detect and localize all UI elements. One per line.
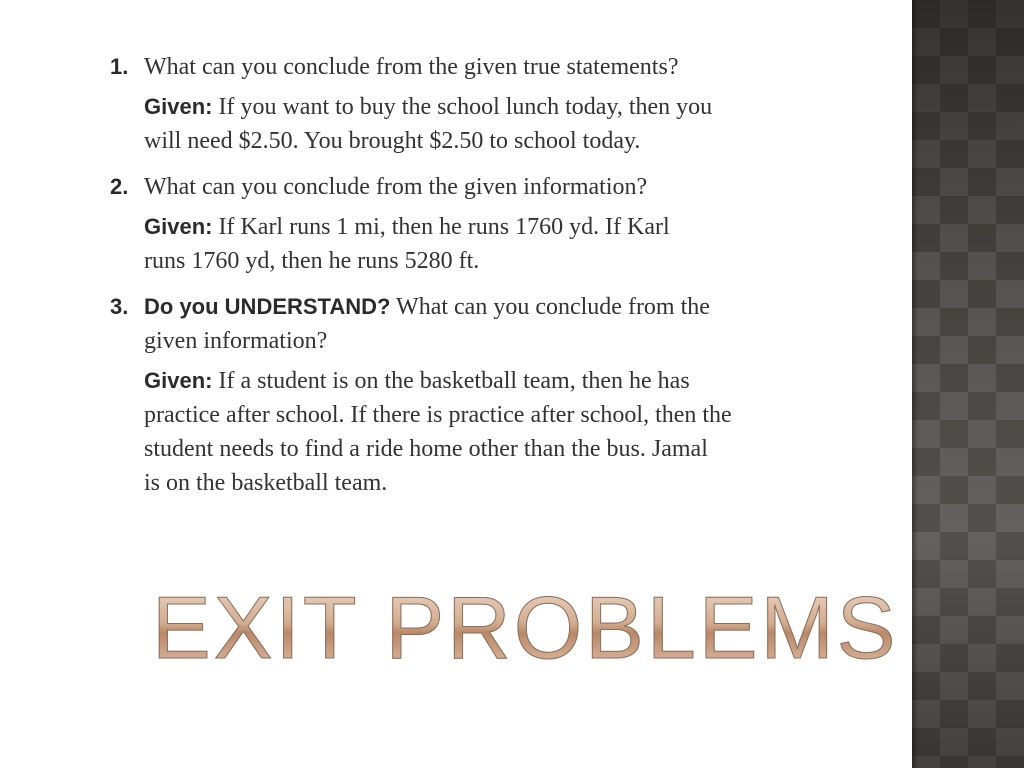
given-label: Given: xyxy=(144,214,213,239)
given-text-line: If you want to buy the school lunch today, then you xyxy=(218,94,713,120)
problem-body xyxy=(144,290,870,500)
question-lead: Do you UNDERSTAND? xyxy=(144,294,391,319)
problem-number: 2. xyxy=(110,174,129,199)
problem-question: What can you conclude from the given information? xyxy=(144,174,648,200)
given-text-line: student needs to find a ride home other than the bus. Jamal xyxy=(144,436,708,462)
problem-body xyxy=(144,50,870,158)
problem-2 xyxy=(110,170,870,278)
question-text-line2: given information? xyxy=(144,328,328,354)
problem-question xyxy=(144,290,870,358)
given-text-line: runs 1760 yd, then he runs 5280 ft. xyxy=(144,248,480,274)
problem-body xyxy=(144,170,870,278)
given-text-line: will need $2.50. You brought $2.50 to school today. xyxy=(144,128,641,154)
slide-title: EXIT PROBLEMS xyxy=(152,578,899,677)
side-panel-shadow xyxy=(912,0,918,768)
problem-1 xyxy=(110,50,870,158)
problems-list xyxy=(110,50,870,512)
problem-3 xyxy=(110,290,870,500)
given-label: Given: xyxy=(144,368,213,393)
problem-question: What can you conclude from the given true statements? xyxy=(144,54,679,80)
given-label: Given: xyxy=(144,94,213,119)
decorative-side-panel xyxy=(912,0,1024,768)
given-text-line: practice after school. If there is practice after school, then the xyxy=(144,402,732,428)
given-text-line: is on the basketball team. xyxy=(144,470,388,496)
problem-given xyxy=(144,90,870,158)
problem-number: 1. xyxy=(110,54,129,79)
given-text-line: If Karl runs 1 mi, then he runs 1760 yd. If Karl xyxy=(218,214,670,240)
problem-number: 3. xyxy=(110,294,129,319)
question-text: What can you conclude from the xyxy=(396,294,710,320)
problem-given xyxy=(144,210,870,278)
problem-given xyxy=(144,364,870,500)
given-text-line: If a student is on the basketball team, then he has xyxy=(218,368,690,394)
